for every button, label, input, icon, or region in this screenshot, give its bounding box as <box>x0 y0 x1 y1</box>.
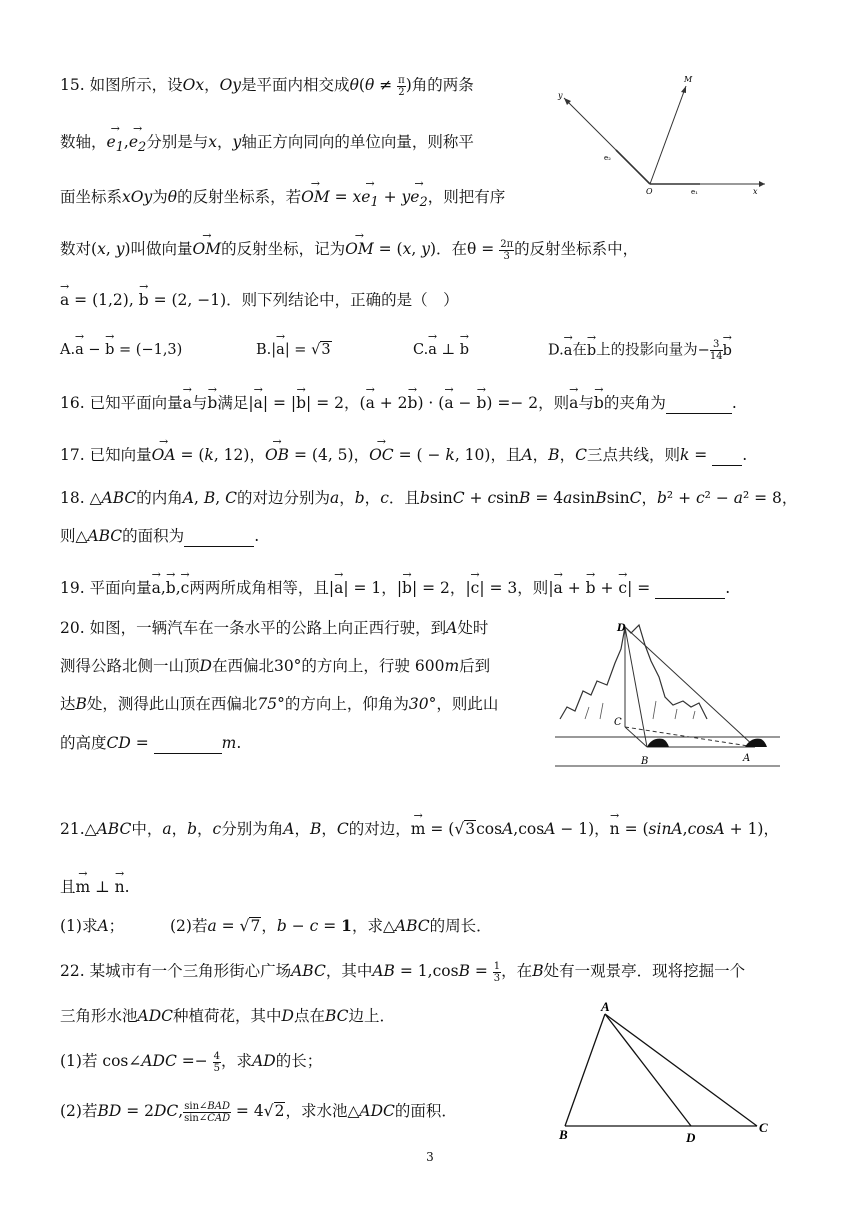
option-c: C.→ a ⊥ → b <box>413 339 469 361</box>
point-a-label: A <box>743 753 751 764</box>
q20-line4: 的高度CD = m. <box>60 731 241 754</box>
q16: 16. 已知平面向量→ a与→ b满足|→ a| = |→ b| = 2，(→ a + 2→ b) · (→ a − → b) =− 2，则→ a与→ b的夹角为 . <box>60 391 737 414</box>
q20-line3: 达B处，测得此山顶在西偏北75°的方向上，仰角为30°，则此山 <box>60 695 499 713</box>
q19: 19. 平面向量→ a,→ b,→ c两两所成角相等，且|→ a| = 1，|→ b| = 2，|→ c| = 3，则|→ a + → b + → c| = . <box>60 576 730 599</box>
q22-figure <box>555 998 780 1143</box>
point-d-label: D <box>617 623 626 634</box>
answer-blank <box>184 524 254 547</box>
q21-line2: 且→ m ⊥ → n. <box>60 876 130 898</box>
x-axis-label: x <box>753 187 758 196</box>
page-number: 3 <box>426 1150 434 1164</box>
origin-label: O <box>646 187 653 196</box>
answer-blank <box>154 731 222 754</box>
answer-blank <box>666 391 732 414</box>
answer-blank <box>712 443 742 466</box>
q22-line1: 22. 某城市有一个三角形街心广场ABC，其中AB = 1,cosB = $\frac{1}{3}$ ，在B处有一观景亭．现将挖掘一个 <box>60 960 746 984</box>
option-b: B.|→ a| = √3 <box>256 339 332 361</box>
q15-options <box>60 339 732 362</box>
q22-line2: 三角形水池ADC种植荷花，其中D点在BC边上． <box>60 1007 396 1025</box>
e1-label: e₁ <box>691 188 698 196</box>
option-a: A.→ a − → b = (−1,3) <box>60 342 182 358</box>
q20-line1: 20. 如图，一辆汽车在一条水平的公路上向正西行驶，到A处时 <box>60 619 489 637</box>
option-d: D.→ a在→ b上的投影向量为− $\frac{3}{14}$ → b <box>548 339 732 362</box>
car-icon <box>745 739 767 747</box>
q20-figure <box>555 615 785 775</box>
q22-line3: (1)若 cos∠ADC =− $\frac{4}{5}$ ，求AD的长； <box>60 1050 323 1074</box>
q22-line4: (2)若BD = 2DC, $\frac{\text{sin∠BAD}}{\text{sin∠CAD}}$ = 4√2，求水池△ADC的面积． <box>60 1100 457 1124</box>
q18-line1: 18. △ABC的内角A, B, C的对边分别为a，b，c．且bsinC + csinB = 4asinBsinC，b² + c² − a² = 8， <box>60 489 798 507</box>
q15-line5: → a = (1,2), → b = (2, −1)．则下列结论中，正确的是（ ） <box>60 289 459 311</box>
answer-blank <box>655 576 725 599</box>
point-d-label: D <box>686 1130 696 1143</box>
q21-line1: 21.△ABC中，a，b，c分别为角A，B，C的对边，→ m = (√3cosA,cosA − 1)，→ n = (sinA,cosA + 1)， <box>60 818 779 840</box>
m-point-label: M <box>684 75 693 84</box>
point-b-label: B <box>559 1127 568 1142</box>
q20-line2: 测得公路北侧一山顶D在西偏北30°的方向上，行驶 600m后到 <box>60 657 491 675</box>
point-b-label: B <box>641 756 649 767</box>
q21-line3: (1)求A； (2)若a = √7，b − c = 1，求△ABC的周长． <box>60 916 492 935</box>
car-icon <box>647 739 669 747</box>
q15-figure <box>550 70 775 200</box>
y-axis-label: y <box>558 91 563 100</box>
q15-line1: 15. 如图所示，设Ox，Oy是平面内相交成θ(θ ≠ $\frac{\pi}{2}$ )角的两条 <box>60 74 474 98</box>
q18-line2: 则△ABC的面积为 . <box>60 524 259 547</box>
q15-line3: 面坐标系xOy为θ的反射坐标系，若→ OM = $x\to e_1 + y\to e_2$，则把有序 <box>60 186 505 214</box>
point-c-label: C <box>759 1120 768 1135</box>
q17: 17. 已知向量→ OA = (k, 12)，→ OB = (4, 5)，→ OC = ( − k, 10)，且A，B，C三点共线，则k = . <box>60 443 747 466</box>
q15-line4: 数对(x, y)叫做向量→ OM的反射坐标，记为→ OM = (x, y)．在θ = $\frac{2\pi}{3}$ 的反射坐标系中， <box>60 238 638 262</box>
point-c-label: C <box>614 717 622 728</box>
e2-label: e₂ <box>604 154 611 162</box>
point-a-label: A <box>601 999 610 1014</box>
q15-line2: 数轴，→ $e_1,\to e_2$分别是与x，y轴正方向同向的单位向量，则称平 <box>60 131 474 159</box>
